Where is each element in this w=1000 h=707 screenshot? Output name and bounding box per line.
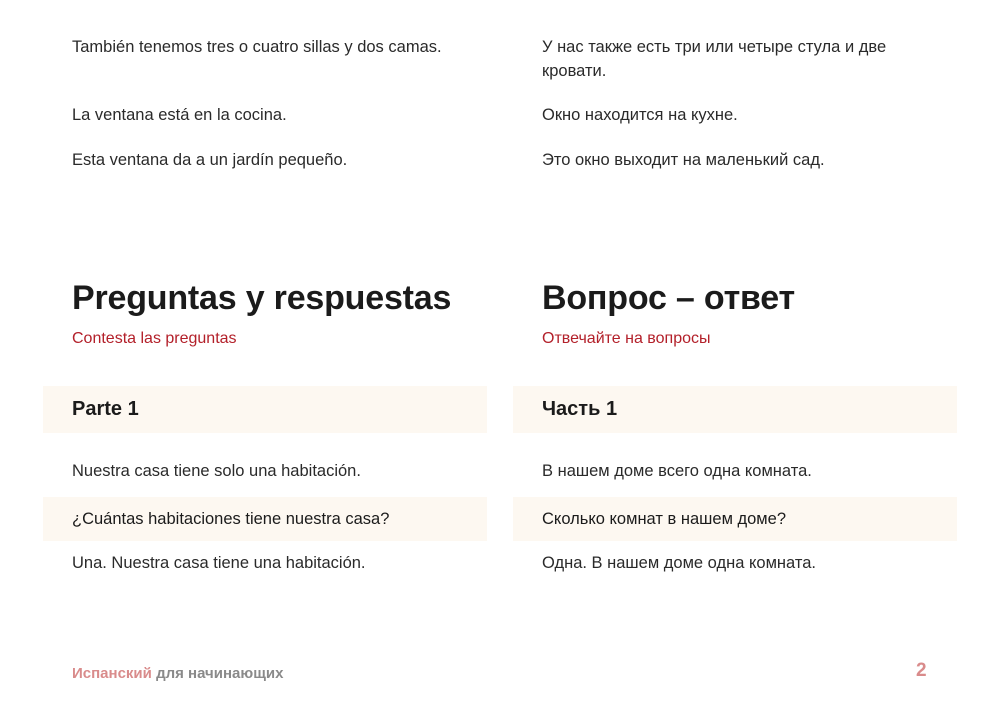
intro-line: Esta ventana da a un jardín pequeño.: [72, 151, 348, 169]
answer-text: Una. Nuestra casa tiene una habitación.: [72, 554, 366, 572]
answer-text: Одна. В нашем доме одна комната.: [542, 554, 816, 572]
page-number: 2: [916, 660, 927, 681]
intro-line: La ventana está en la cocina.: [72, 106, 287, 124]
question-row: [513, 497, 957, 541]
part-label: Parte 1: [72, 398, 139, 420]
part-label: Часть 1: [542, 398, 618, 420]
question-text: ¿Cuántas habitaciones tiene nuestra casa?: [72, 510, 390, 528]
footer-brand-accent: Испанский: [72, 665, 152, 682]
part-header: [43, 386, 487, 433]
section-subtitle: Contesta las preguntas: [72, 330, 237, 347]
footer-brand: [72, 665, 283, 682]
statement-text: В нашем доме всего одна комната.: [542, 462, 812, 480]
section-subtitle: Отвечайте на вопросы: [542, 330, 711, 347]
intro-line: Окно находится на кухне.: [542, 106, 738, 124]
statement-text: Nuestra casa tiene solo una habitación.: [72, 462, 361, 480]
section-title: Preguntas y respuestas: [72, 279, 452, 317]
intro-line: У нас также есть три или четыре стула и две кровати.: [542, 38, 887, 80]
question-row: [43, 497, 487, 541]
section-title: Вопрос – ответ: [542, 279, 795, 317]
footer-brand-rest: для начинающих: [156, 665, 284, 682]
intro-line: También tenemos tres o cuatro sillas y dos camas.: [72, 38, 442, 56]
part-header: [513, 386, 957, 433]
question-text: Сколько комнат в нашем доме?: [542, 510, 786, 528]
intro-line: Это окно выходит на маленький сад.: [542, 151, 825, 169]
